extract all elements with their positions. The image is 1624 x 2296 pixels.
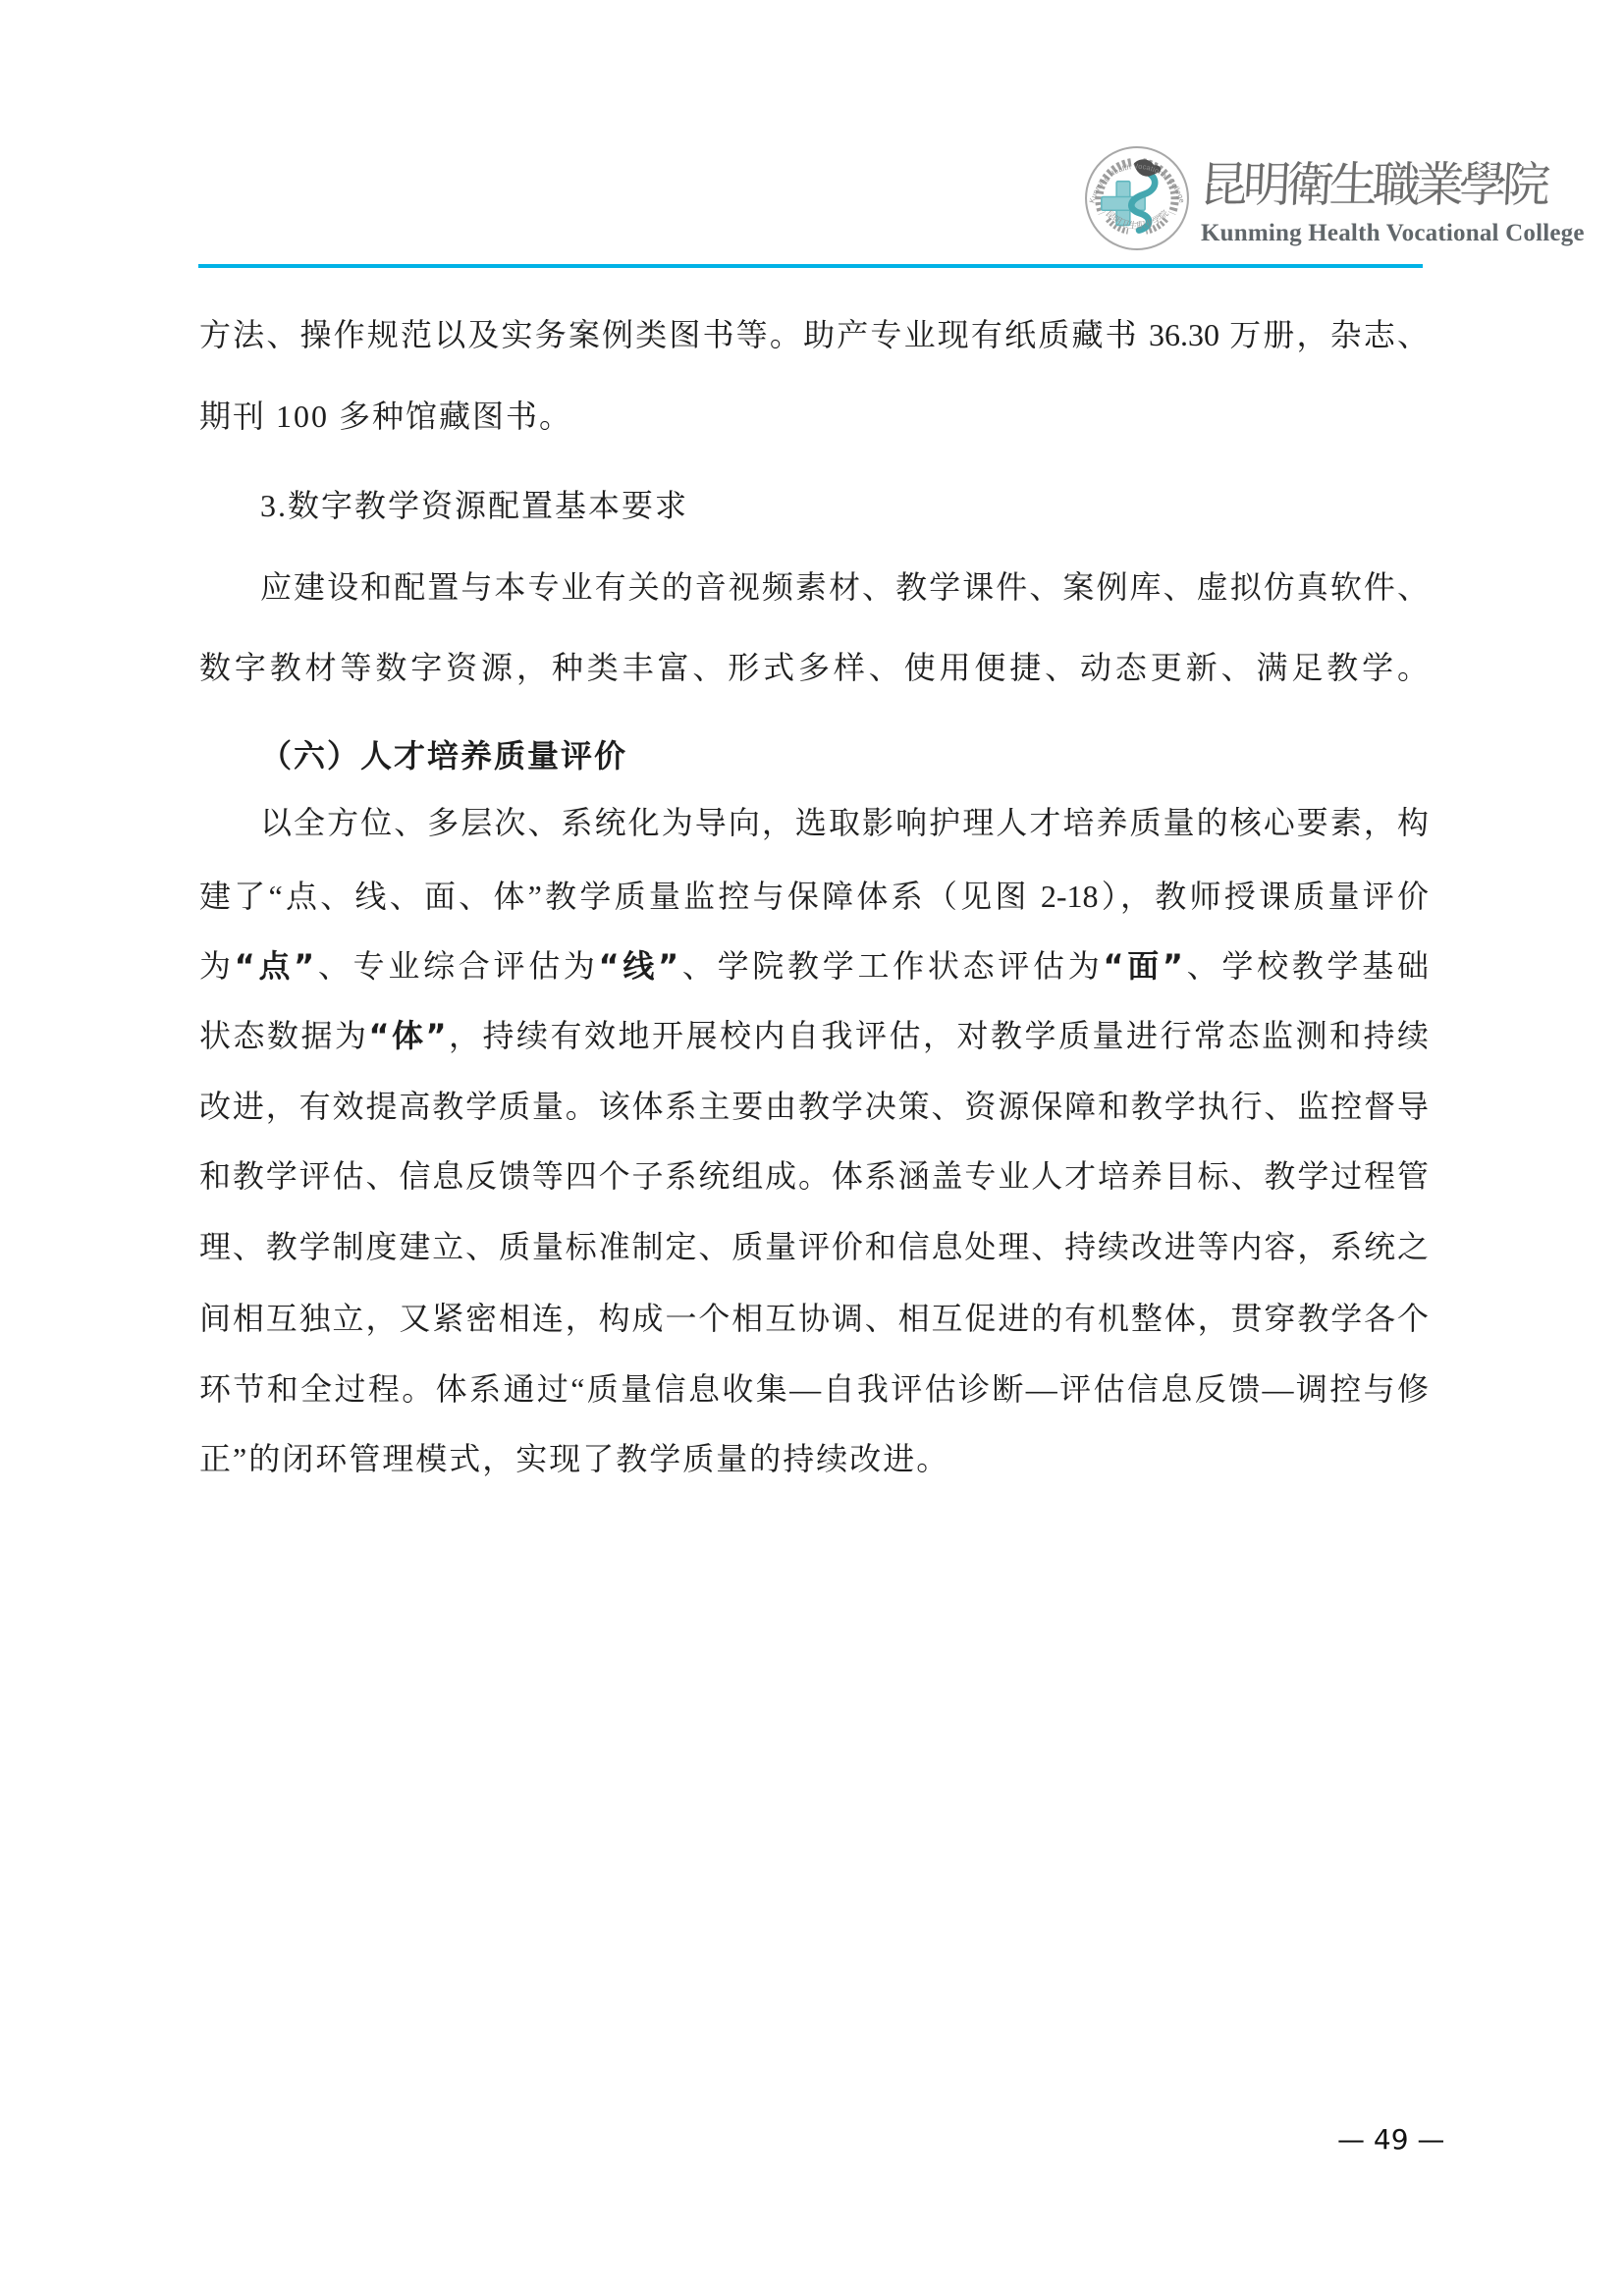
paragraph-line xyxy=(199,566,1429,614)
text-segment: 、专业综合评估为 xyxy=(314,948,599,984)
text-segment: 方法、操作规范以及实务案例类图书等。助产专业现有纸质藏书 36.30 万册，杂志、 xyxy=(199,317,1429,352)
text-segment: 3.数字教学资源配置基本要求 xyxy=(260,488,689,523)
emphasized-text: “点” xyxy=(234,947,315,985)
text-segment: 改进，有效提高教学质量。该体系主要由教学决策、资源保障和教学执行、监控督导 xyxy=(199,1089,1429,1124)
seal-top-arc-text: Kunming Health Vocational College xyxy=(1087,161,1187,204)
text-segment: （六）人才培养质量评价 xyxy=(260,738,628,774)
college-name-calligraphy: 昆明衛生職業學院 xyxy=(1198,158,1547,212)
text-segment: 和教学评估、信息反馈等四个子系统组成。体系涵盖专业人才培养目标、教学过程管 xyxy=(199,1158,1429,1194)
text-segment: 状态数据为 xyxy=(199,1018,369,1053)
college-seal-logo xyxy=(1084,145,1190,251)
text-segment: 建了“点、线、面、体”教学质量监控与保障体系（见图 2-18），教师授课质量评价 xyxy=(199,879,1429,914)
paragraph-line xyxy=(199,1015,1429,1062)
seal-bottom-arc-text: 昆明卫生职业学院 xyxy=(1104,208,1170,232)
text-segment: 以全方位、多层次、系统化为导向，选取影响护理人才培养质量的核心要素，构 xyxy=(260,805,1429,840)
emphasized-text: “线” xyxy=(598,947,679,985)
text-segment: 理、教学制度建立、质量标准制定、质量评价和信息处理、持续改进等内容，系统之 xyxy=(199,1229,1429,1264)
header-rule xyxy=(198,264,1423,268)
college-name-english: Kunming Health Vocational College xyxy=(1201,220,1585,246)
paragraph-line xyxy=(199,1226,1429,1273)
text-segment: 数字教材等数字资源，种类丰富、形式多样、使用便捷、动态更新、满足教学。 xyxy=(199,650,1429,685)
paragraph-line xyxy=(199,1086,1429,1133)
paragraph-line xyxy=(199,1368,1429,1415)
text-segment: 环节和全过程。体系通过“质量信息收集—自我评估诊断—评估信息反馈—调控与修 xyxy=(199,1371,1429,1407)
paragraph-line xyxy=(199,1155,1429,1202)
text-segment: 为 xyxy=(199,948,235,984)
text-segment: 、学院教学工作状态评估为 xyxy=(678,948,1104,984)
text-segment: 间相互独立，又紧密相连，构成一个相互协调、相互促进的有机整体，贯穿教学各个 xyxy=(199,1301,1429,1336)
text-segment: 期刊 100 多种馆藏图书。 xyxy=(199,399,573,434)
emphasized-text: “面” xyxy=(1103,947,1183,985)
section-heading xyxy=(199,485,1429,526)
paragraph-line xyxy=(199,396,1429,437)
paragraph-line xyxy=(199,876,1429,923)
text-segment: 正”的闭环管理模式，实现了教学质量的持续改进。 xyxy=(199,1441,950,1476)
paragraph-line xyxy=(199,1298,1429,1345)
paragraph-line xyxy=(199,1438,1429,1479)
section-heading xyxy=(199,735,1429,776)
page-number: — 49 — xyxy=(1337,2123,1445,2156)
emphasized-text: “体” xyxy=(368,1017,447,1054)
paragraph-line xyxy=(199,945,1429,992)
paragraph-line xyxy=(199,647,1429,694)
text-segment: 应建设和配置与本专业有关的音视频素材、教学课件、案例库、虚拟仿真软件、 xyxy=(260,569,1429,605)
text-segment: ，持续有效地开展校内自我评估，对教学质量进行常态监测和持续 xyxy=(446,1018,1429,1053)
paragraph-line xyxy=(199,802,1429,849)
text-segment: 、学校教学基础 xyxy=(1182,948,1429,984)
paragraph-line xyxy=(199,314,1429,361)
